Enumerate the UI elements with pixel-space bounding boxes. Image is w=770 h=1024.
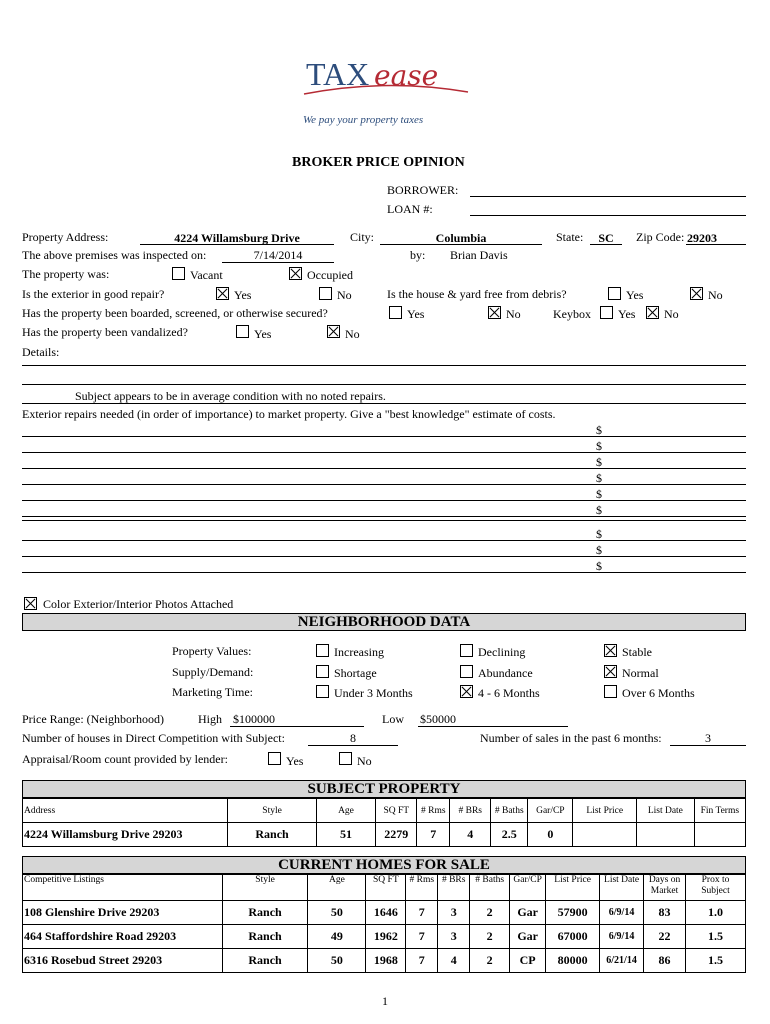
keybox-yes-label: Yes bbox=[618, 307, 636, 321]
appraisal-yes-label: Yes bbox=[286, 754, 304, 768]
zip-value: 29203 bbox=[687, 231, 717, 245]
boarded-yes-checkbox[interactable] bbox=[389, 306, 402, 319]
current-header-cell: # BRs bbox=[438, 875, 470, 901]
subject-table bbox=[22, 798, 746, 847]
zip-label: Zip Code: bbox=[636, 230, 685, 244]
repair-line[interactable] bbox=[22, 500, 746, 501]
repair-cost-dollar: $ bbox=[596, 543, 602, 557]
debris-label: Is the house & yard free from debris? bbox=[387, 287, 567, 301]
subject-cell bbox=[694, 823, 745, 847]
boarded-label: Has the property been boarded, screened, or otherwise secured? bbox=[22, 306, 328, 320]
current-listing-cell: 3 bbox=[438, 925, 470, 949]
marketing-time-label: Marketing Time: bbox=[172, 685, 254, 699]
low-label: Low bbox=[382, 712, 404, 726]
stable-label: Stable bbox=[622, 645, 652, 659]
current-listing-cell: Ranch bbox=[222, 925, 308, 949]
subject-header-row bbox=[23, 799, 746, 823]
repair-line[interactable] bbox=[22, 572, 746, 573]
subject-data-row bbox=[23, 823, 746, 847]
current-listing-cell: 50 bbox=[308, 949, 366, 973]
occupied-label: Occupied bbox=[307, 268, 353, 282]
declining-label: Declining bbox=[478, 645, 526, 659]
competition-value: 8 bbox=[350, 731, 356, 745]
repair-cost-dollar: $ bbox=[596, 423, 602, 437]
four-6-months-label: 4 - 6 Months bbox=[478, 686, 540, 700]
current-header-cell: Age bbox=[308, 875, 366, 901]
debris-no-label: No bbox=[708, 288, 723, 302]
page-number: 1 bbox=[382, 994, 388, 1008]
subject-header-cell: SQ FT bbox=[376, 799, 417, 823]
current-listing-cell: 3 bbox=[438, 901, 470, 925]
repair-cost-dollar: $ bbox=[596, 471, 602, 485]
page-title: BROKER PRICE OPINION bbox=[292, 155, 465, 170]
current-listing-cell: 57900 bbox=[546, 901, 600, 925]
current-listing-cell: 49 bbox=[308, 925, 366, 949]
state-value: SC bbox=[598, 231, 614, 245]
current-listing-cell: 83 bbox=[644, 901, 686, 925]
address-field[interactable] bbox=[140, 244, 334, 245]
subject-header-cell: # Rms bbox=[417, 799, 450, 823]
repair-line[interactable] bbox=[22, 436, 746, 437]
vacant-label: Vacant bbox=[190, 268, 223, 282]
repair-cost-dollar: $ bbox=[596, 559, 602, 573]
current-listing-cell: 1.0 bbox=[686, 901, 746, 925]
details-line-2[interactable] bbox=[22, 384, 746, 385]
appraisal-label: Appraisal/Room count provided by lender: bbox=[22, 752, 228, 766]
details-line-1[interactable] bbox=[22, 365, 746, 366]
keybox-no-checkbox[interactable] bbox=[646, 306, 659, 319]
exterior-no-checkbox[interactable] bbox=[319, 287, 332, 300]
current-listing-cell: 2 bbox=[470, 949, 510, 973]
current-listing-cell: 7 bbox=[406, 949, 438, 973]
current-listing-cell: 1.5 bbox=[686, 925, 746, 949]
logo-tagline: We pay your property taxes bbox=[303, 114, 424, 126]
current-listing-cell: 1646 bbox=[366, 901, 406, 925]
over-6-months-label: Over 6 Months bbox=[622, 686, 695, 700]
repair-line[interactable] bbox=[22, 484, 746, 485]
current-listing-row bbox=[23, 925, 746, 949]
current-listing-cell: 6/9/14 bbox=[600, 901, 644, 925]
sales-value: 3 bbox=[705, 731, 711, 745]
photos-checkbox[interactable] bbox=[24, 597, 37, 610]
keybox-label: Keybox bbox=[553, 307, 591, 321]
by-label: by: bbox=[410, 248, 426, 262]
under-3-months-label: Under 3 Months bbox=[334, 686, 413, 700]
repairs-label: Exterior repairs needed (in order of importance) to market property. Give a "best knowledge" estimate of costs. bbox=[22, 407, 556, 421]
loan-field[interactable] bbox=[470, 215, 746, 216]
current-listing-cell: Ranch bbox=[222, 901, 308, 925]
current-listing-cell: 1968 bbox=[366, 949, 406, 973]
current-header-cell: Prox to Subject bbox=[686, 875, 746, 901]
competition-field[interactable] bbox=[308, 745, 398, 746]
current-header-cell: # Baths bbox=[470, 875, 510, 901]
abundance-label: Abundance bbox=[478, 666, 533, 680]
current-listing-cell: 6/21/14 bbox=[600, 949, 644, 973]
abundance-checkbox[interactable] bbox=[460, 665, 473, 678]
shortage-label: Shortage bbox=[334, 666, 377, 680]
address-value: 4224 Willamsburg Drive bbox=[174, 231, 300, 245]
repair-line[interactable] bbox=[22, 520, 746, 521]
shortage-checkbox[interactable] bbox=[316, 665, 329, 678]
low-field[interactable] bbox=[418, 726, 568, 727]
inspected-date: 7/14/2014 bbox=[253, 248, 303, 262]
subject-cell: 2.5 bbox=[491, 823, 528, 847]
zip-field[interactable] bbox=[686, 244, 746, 245]
keybox-no-label: No bbox=[664, 307, 679, 321]
price-range-label: Price Range: (Neighborhood) bbox=[22, 712, 164, 726]
property-was-label: The property was: bbox=[22, 267, 110, 281]
exterior-label: Is the exterior in good repair? bbox=[22, 287, 165, 301]
current-table bbox=[22, 874, 746, 973]
high-field[interactable] bbox=[230, 726, 364, 727]
exterior-no-label: No bbox=[337, 288, 352, 302]
current-listing-cell: 80000 bbox=[546, 949, 600, 973]
appraisal-no-label: No bbox=[357, 754, 372, 768]
current-listing-row bbox=[23, 949, 746, 973]
debris-yes-label: Yes bbox=[626, 288, 644, 302]
current-header-cell: List Price bbox=[546, 875, 600, 901]
repair-line[interactable] bbox=[22, 516, 746, 517]
loan-label: LOAN #: bbox=[387, 202, 433, 216]
keybox-yes-checkbox[interactable] bbox=[600, 306, 613, 319]
subject-cell: Ranch bbox=[228, 823, 316, 847]
subject-heading: SUBJECT PROPERTY bbox=[22, 780, 746, 798]
repair-cost-dollar: $ bbox=[596, 527, 602, 541]
subject-cell: 0 bbox=[528, 823, 573, 847]
current-listing-cell: 108 Glenshire Drive 29203 bbox=[23, 901, 223, 925]
vandalized-no-checkbox[interactable] bbox=[327, 325, 340, 338]
increasing-label: Increasing bbox=[334, 645, 384, 659]
debris-no-checkbox[interactable] bbox=[690, 287, 703, 300]
vandalized-yes-label: Yes bbox=[254, 327, 272, 341]
current-header-row bbox=[23, 875, 746, 901]
over-6-months-checkbox[interactable] bbox=[604, 685, 617, 698]
property-values-label: Property Values: bbox=[172, 644, 252, 658]
details-line-3[interactable] bbox=[22, 403, 746, 404]
current-listing-cell: Ranch bbox=[222, 949, 308, 973]
four-6-months-checkbox[interactable] bbox=[460, 685, 473, 698]
subject-cell bbox=[573, 823, 637, 847]
neighborhood-heading: NEIGHBORHOOD DATA bbox=[22, 613, 746, 631]
subject-cell: 2279 bbox=[376, 823, 417, 847]
borrower-field[interactable] bbox=[470, 196, 746, 197]
city-label: City: bbox=[350, 230, 375, 244]
state-field[interactable] bbox=[590, 244, 622, 245]
address-label: Property Address: bbox=[22, 230, 109, 244]
subject-cell: 7 bbox=[417, 823, 450, 847]
current-listing-row bbox=[23, 901, 746, 925]
current-header-cell: Competitive Listings bbox=[23, 875, 223, 901]
repair-cost-dollar: $ bbox=[596, 487, 602, 501]
appraisal-no-checkbox[interactable] bbox=[339, 752, 352, 765]
current-listing-cell: 22 bbox=[644, 925, 686, 949]
current-listing-cell: 7 bbox=[406, 901, 438, 925]
exterior-yes-checkbox[interactable] bbox=[216, 287, 229, 300]
current-listing-cell: 1.5 bbox=[686, 949, 746, 973]
sales-field[interactable] bbox=[670, 745, 746, 746]
details-label: Details: bbox=[22, 345, 60, 359]
exterior-yes-label: Yes bbox=[234, 288, 252, 302]
occupied-checkbox[interactable] bbox=[289, 267, 302, 280]
current-listing-cell: CP bbox=[510, 949, 546, 973]
supply-demand-label: Supply/Demand: bbox=[172, 665, 254, 679]
high-label: High bbox=[198, 712, 222, 726]
current-header-cell: Gar/CP bbox=[510, 875, 546, 901]
current-listing-cell: 2 bbox=[470, 925, 510, 949]
current-listing-cell: 67000 bbox=[546, 925, 600, 949]
current-listing-cell: 2 bbox=[470, 901, 510, 925]
appraisal-yes-checkbox[interactable] bbox=[268, 752, 281, 765]
subject-cell: 51 bbox=[316, 823, 376, 847]
current-listing-cell: 464 Staffordshire Road 29203 bbox=[23, 925, 223, 949]
subject-header-cell: Address bbox=[23, 799, 228, 823]
current-header-cell: SQ FT bbox=[366, 875, 406, 901]
vacant-checkbox[interactable] bbox=[172, 267, 185, 280]
normal-checkbox[interactable] bbox=[604, 665, 617, 678]
city-value: Columbia bbox=[435, 231, 487, 245]
declining-checkbox[interactable] bbox=[460, 644, 473, 657]
boarded-no-label: No bbox=[506, 307, 521, 321]
competition-label: Number of houses in Direct Competition with Subject: bbox=[22, 731, 285, 745]
current-header-cell: List Date bbox=[600, 875, 644, 901]
boarded-no-checkbox[interactable] bbox=[488, 306, 501, 319]
subject-header-cell: Age bbox=[316, 799, 376, 823]
vandalized-label: Has the property been vandalized? bbox=[22, 325, 188, 339]
repair-line[interactable] bbox=[22, 556, 746, 557]
under-3-months-checkbox[interactable] bbox=[316, 685, 329, 698]
repair-line[interactable] bbox=[22, 540, 746, 541]
photos-label: Color Exterior/Interior Photos Attached bbox=[43, 597, 234, 611]
current-header-cell: Days on Market bbox=[644, 875, 686, 901]
vandalized-no-label: No bbox=[345, 327, 360, 341]
debris-yes-checkbox[interactable] bbox=[608, 287, 621, 300]
subject-header-cell: # BRs bbox=[450, 799, 491, 823]
low-value: $50000 bbox=[420, 712, 456, 726]
subject-cell: 4224 Willamsburg Drive 29203 bbox=[23, 823, 228, 847]
subject-header-cell: Gar/CP bbox=[528, 799, 573, 823]
inspector-name: Brian Davis bbox=[450, 248, 508, 262]
state-label: State: bbox=[556, 230, 584, 244]
inspected-field[interactable] bbox=[222, 262, 334, 263]
repair-cost-dollar: $ bbox=[596, 455, 602, 469]
normal-label: Normal bbox=[622, 666, 659, 680]
boarded-yes-label: Yes bbox=[407, 307, 425, 321]
current-listing-cell: Gar bbox=[510, 901, 546, 925]
subject-header-cell: # Baths bbox=[491, 799, 528, 823]
logo-tax: TAX bbox=[306, 56, 370, 92]
current-listing-cell: 6/9/14 bbox=[600, 925, 644, 949]
details-text: Subject appears to be in average condition with no noted repairs. bbox=[75, 389, 386, 403]
high-value: $100000 bbox=[233, 712, 275, 726]
current-listing-cell: 86 bbox=[644, 949, 686, 973]
repair-cost-dollar: $ bbox=[596, 503, 602, 517]
current-header-cell: # Rms bbox=[406, 875, 438, 901]
city-field[interactable] bbox=[380, 244, 542, 245]
current-listing-cell: Gar bbox=[510, 925, 546, 949]
repair-cost-dollar: $ bbox=[596, 439, 602, 453]
increasing-checkbox[interactable] bbox=[316, 644, 329, 657]
subject-cell bbox=[637, 823, 695, 847]
current-listing-cell: 4 bbox=[438, 949, 470, 973]
inspected-label: The above premises was inspected on: bbox=[22, 248, 207, 262]
stable-checkbox[interactable] bbox=[604, 644, 617, 657]
subject-header-cell: Style bbox=[228, 799, 316, 823]
current-listing-cell: 1962 bbox=[366, 925, 406, 949]
current-listing-cell: 7 bbox=[406, 925, 438, 949]
sales-label: Number of sales in the past 6 months: bbox=[480, 731, 662, 745]
current-listing-cell: 6316 Rosebud Street 29203 bbox=[23, 949, 223, 973]
current-heading: CURRENT HOMES FOR SALE bbox=[22, 856, 746, 874]
vandalized-yes-checkbox[interactable] bbox=[236, 325, 249, 338]
current-header-cell: Style bbox=[222, 875, 308, 901]
repair-line[interactable] bbox=[22, 468, 746, 469]
repair-line[interactable] bbox=[22, 452, 746, 453]
subject-cell: 4 bbox=[450, 823, 491, 847]
current-listing-cell: 50 bbox=[308, 901, 366, 925]
subject-header-cell: Fin Terms bbox=[694, 799, 745, 823]
logo-ease: ease bbox=[374, 59, 439, 92]
subject-header-cell: List Date bbox=[637, 799, 695, 823]
borrower-label: BORROWER: bbox=[387, 183, 459, 197]
subject-header-cell: List Price bbox=[573, 799, 637, 823]
